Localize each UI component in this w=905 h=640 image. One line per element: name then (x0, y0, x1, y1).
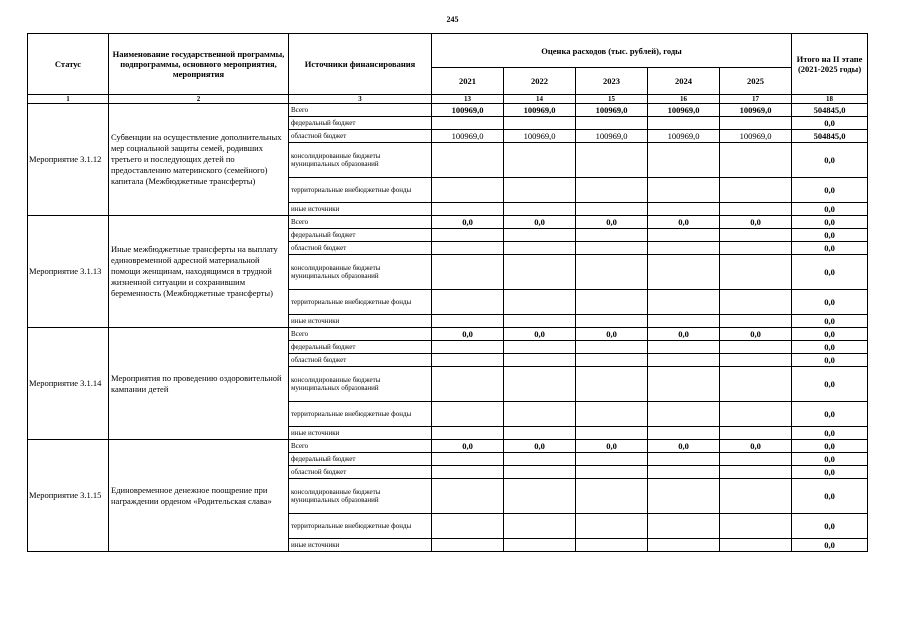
value-cell (504, 229, 576, 242)
value-cell (432, 255, 504, 290)
value-cell (576, 539, 648, 552)
value-cell (432, 453, 504, 466)
total-cell: 0,0 (792, 367, 868, 402)
value-cell (576, 341, 648, 354)
value-cell (504, 255, 576, 290)
value-cell (504, 402, 576, 427)
value-cell (576, 479, 648, 514)
header-total: Итого на II этапе (2021-2025 годы) (792, 34, 868, 95)
header-estimate: Оценка расходов (тыс. рублей), годы (432, 34, 792, 68)
value-cell (432, 341, 504, 354)
source-cell: территориальные внебюджетные фонды (289, 178, 432, 203)
status-cell: Мероприятие 3.1.15 (28, 440, 109, 552)
total-cell: 0,0 (792, 453, 868, 466)
header-name: Наименование государственной программы, подпрограммы, основного мероприятия, мероприятия (109, 34, 289, 95)
total-cell: 0,0 (792, 216, 868, 229)
value-cell (576, 143, 648, 178)
source-cell: иные источники (289, 315, 432, 328)
column-number: 13 (432, 95, 504, 104)
value-cell: 100969,0 (720, 104, 792, 117)
total-cell: 0,0 (792, 203, 868, 216)
value-cell: 0,0 (720, 216, 792, 229)
total-cell: 0,0 (792, 242, 868, 255)
header-year: 2022 (504, 68, 576, 95)
value-cell (720, 117, 792, 130)
value-cell (432, 203, 504, 216)
value-cell (504, 479, 576, 514)
measure-name-cell: Мероприятия по проведению оздоровительной кампании детей (109, 328, 289, 440)
value-cell (720, 143, 792, 178)
value-cell (648, 479, 720, 514)
value-cell (720, 290, 792, 315)
value-cell (576, 453, 648, 466)
source-cell: областной бюджет (289, 130, 432, 143)
total-cell: 0,0 (792, 255, 868, 290)
source-cell: иные источники (289, 539, 432, 552)
value-cell: 0,0 (432, 216, 504, 229)
measure-name-cell: Единовременное денежное поощрение при награждении орденом «Родительская слава» (109, 440, 289, 552)
value-cell: 100969,0 (576, 130, 648, 143)
source-cell: федеральный бюджет (289, 117, 432, 130)
source-cell: территориальные внебюджетные фонды (289, 290, 432, 315)
page-number: 245 (446, 15, 459, 24)
column-number: 1 (28, 95, 109, 104)
source-cell: территориальные внебюджетные фонды (289, 402, 432, 427)
value-cell (720, 203, 792, 216)
column-number: 18 (792, 95, 868, 104)
value-cell (720, 242, 792, 255)
header-year: 2025 (720, 68, 792, 95)
total-cell: 0,0 (792, 328, 868, 341)
value-cell (720, 354, 792, 367)
value-cell (720, 315, 792, 328)
value-cell (576, 117, 648, 130)
value-cell (504, 341, 576, 354)
source-cell: Всего (289, 328, 432, 341)
value-cell (432, 242, 504, 255)
column-number: 2 (109, 95, 289, 104)
source-cell: Всего (289, 440, 432, 453)
measure-name-cell: Субвенции на осуществление дополнительных мер социальной защиты семей, родивших третьего и последующих детей по предоставлению материнского (семейного) капитала (Межбюджетные трансферты) (109, 104, 289, 216)
value-cell (504, 539, 576, 552)
total-cell: 0,0 (792, 341, 868, 354)
value-cell (648, 255, 720, 290)
total-cell: 0,0 (792, 178, 868, 203)
value-cell (648, 117, 720, 130)
total-cell: 0,0 (792, 539, 868, 552)
value-cell (576, 203, 648, 216)
source-cell: Всего (289, 104, 432, 117)
value-cell (576, 315, 648, 328)
source-cell: консолидированные бюджеты муниципальных образований (289, 255, 432, 290)
value-cell (504, 178, 576, 203)
value-cell (432, 117, 504, 130)
value-cell (432, 178, 504, 203)
value-cell (576, 367, 648, 402)
total-cell: 0,0 (792, 514, 868, 539)
value-cell (504, 242, 576, 255)
value-cell (504, 290, 576, 315)
value-cell (648, 242, 720, 255)
value-cell (720, 178, 792, 203)
source-cell: консолидированные бюджеты муниципальных образований (289, 143, 432, 178)
source-cell: областной бюджет (289, 354, 432, 367)
status-cell: Мероприятие 3.1.12 (28, 104, 109, 216)
value-cell (432, 143, 504, 178)
value-cell: 0,0 (576, 328, 648, 341)
value-cell: 0,0 (432, 440, 504, 453)
column-number: 3 (289, 95, 432, 104)
value-cell (648, 315, 720, 328)
value-cell: 0,0 (576, 216, 648, 229)
value-cell (576, 466, 648, 479)
value-cell (720, 402, 792, 427)
value-cell (432, 290, 504, 315)
table-row (28, 216, 868, 229)
value-cell (648, 466, 720, 479)
value-cell (648, 354, 720, 367)
value-cell (648, 514, 720, 539)
status-cell: Мероприятие 3.1.13 (28, 216, 109, 328)
value-cell (720, 479, 792, 514)
value-cell (432, 315, 504, 328)
value-cell: 100969,0 (648, 104, 720, 117)
status-cell: Мероприятие 3.1.14 (28, 328, 109, 440)
value-cell: 100969,0 (504, 104, 576, 117)
value-cell (576, 354, 648, 367)
value-cell (648, 402, 720, 427)
value-cell (648, 143, 720, 178)
value-cell: 0,0 (648, 440, 720, 453)
value-cell: 0,0 (720, 328, 792, 341)
value-cell (648, 367, 720, 402)
measure-name-cell: Иные межбюджетные трансферты на выплату единовременной адресной материальной помощи женщинам, находящимся в трудной жизненной ситуации и сохранившим беременность (Межбюджетные трансферты) (109, 216, 289, 328)
value-cell (576, 402, 648, 427)
total-cell: 0,0 (792, 143, 868, 178)
value-cell (432, 367, 504, 402)
header-year: 2023 (576, 68, 648, 95)
column-number: 17 (720, 95, 792, 104)
source-cell: Всего (289, 216, 432, 229)
value-cell: 0,0 (504, 440, 576, 453)
value-cell (648, 178, 720, 203)
value-cell (648, 453, 720, 466)
total-cell: 0,0 (792, 466, 868, 479)
value-cell (432, 539, 504, 552)
total-cell: 0,0 (792, 440, 868, 453)
source-cell: федеральный бюджет (289, 341, 432, 354)
value-cell (504, 354, 576, 367)
source-cell: федеральный бюджет (289, 453, 432, 466)
value-cell: 0,0 (432, 328, 504, 341)
value-cell (720, 539, 792, 552)
value-cell (576, 514, 648, 539)
value-cell: 100969,0 (504, 130, 576, 143)
value-cell: 0,0 (648, 328, 720, 341)
value-cell (432, 479, 504, 514)
value-cell (432, 514, 504, 539)
value-cell (648, 539, 720, 552)
column-number: 16 (648, 95, 720, 104)
value-cell: 0,0 (720, 440, 792, 453)
value-cell (432, 427, 504, 440)
total-cell: 0,0 (792, 290, 868, 315)
value-cell (576, 229, 648, 242)
value-cell (504, 514, 576, 539)
value-cell (504, 453, 576, 466)
value-cell: 0,0 (504, 328, 576, 341)
column-number: 14 (504, 95, 576, 104)
source-cell: территориальные внебюджетные фонды (289, 514, 432, 539)
value-cell: 100969,0 (576, 104, 648, 117)
value-cell: 0,0 (504, 216, 576, 229)
source-cell: иные источники (289, 203, 432, 216)
value-cell: 0,0 (648, 216, 720, 229)
total-cell: 0,0 (792, 402, 868, 427)
value-cell (648, 290, 720, 315)
value-cell (648, 203, 720, 216)
budget-table (27, 33, 868, 552)
value-cell (648, 341, 720, 354)
header-sources: Источники финансирования (289, 34, 432, 95)
value-cell (576, 290, 648, 315)
column-number: 15 (576, 95, 648, 104)
value-cell (432, 402, 504, 427)
total-cell: 0,0 (792, 479, 868, 514)
table-row (28, 440, 868, 453)
value-cell (720, 427, 792, 440)
value-cell (576, 255, 648, 290)
header-year: 2024 (648, 68, 720, 95)
value-cell (720, 453, 792, 466)
value-cell (720, 466, 792, 479)
value-cell (432, 466, 504, 479)
header-status: Статус (28, 34, 109, 95)
total-cell: 0,0 (792, 354, 868, 367)
source-cell: областной бюджет (289, 242, 432, 255)
value-cell (648, 427, 720, 440)
value-cell (504, 143, 576, 178)
value-cell: 100969,0 (432, 130, 504, 143)
value-cell (432, 229, 504, 242)
value-cell: 100969,0 (720, 130, 792, 143)
source-cell: иные источники (289, 427, 432, 440)
value-cell (648, 229, 720, 242)
table-row (28, 328, 868, 341)
value-cell (504, 203, 576, 216)
value-cell (720, 514, 792, 539)
total-cell: 0,0 (792, 117, 868, 130)
total-cell: 504845,0 (792, 130, 868, 143)
value-cell (576, 178, 648, 203)
table-row (28, 104, 868, 117)
value-cell: 100969,0 (648, 130, 720, 143)
value-cell (504, 466, 576, 479)
value-cell (720, 255, 792, 290)
value-cell (720, 229, 792, 242)
value-cell (432, 354, 504, 367)
total-cell: 0,0 (792, 229, 868, 242)
value-cell (504, 315, 576, 328)
value-cell (720, 367, 792, 402)
source-cell: областной бюджет (289, 466, 432, 479)
value-cell: 0,0 (576, 440, 648, 453)
value-cell (720, 341, 792, 354)
total-cell: 504845,0 (792, 104, 868, 117)
source-cell: консолидированные бюджеты муниципальных образований (289, 367, 432, 402)
source-cell: федеральный бюджет (289, 229, 432, 242)
value-cell (576, 427, 648, 440)
value-cell (504, 117, 576, 130)
header-year: 2021 (432, 68, 504, 95)
total-cell: 0,0 (792, 427, 868, 440)
source-cell: консолидированные бюджеты муниципальных образований (289, 479, 432, 514)
total-cell: 0,0 (792, 315, 868, 328)
value-cell: 100969,0 (432, 104, 504, 117)
value-cell (504, 427, 576, 440)
value-cell (504, 367, 576, 402)
value-cell (576, 242, 648, 255)
